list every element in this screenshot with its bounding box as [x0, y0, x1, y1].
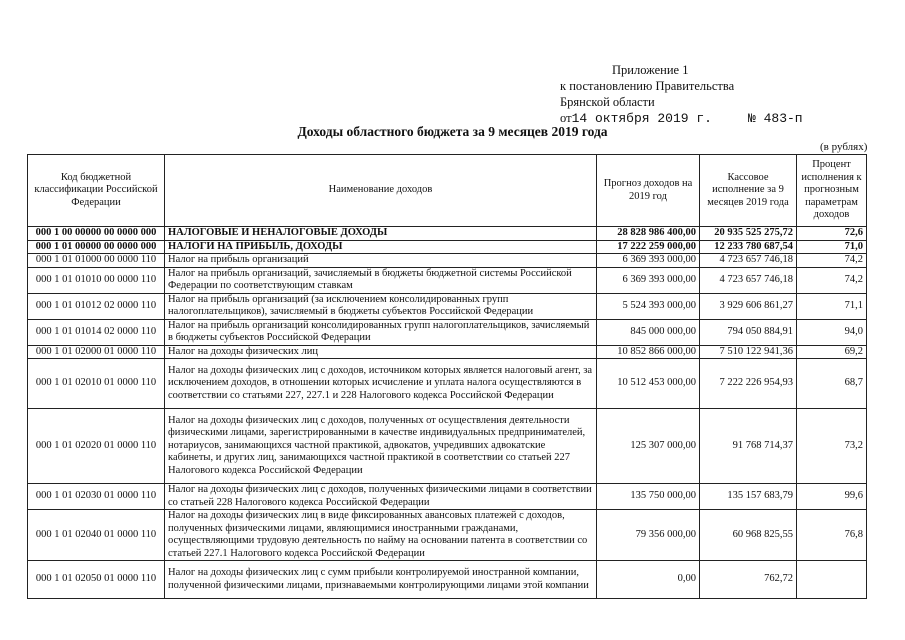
row-code: 000 1 01 02030 01 0000 110 [28, 484, 165, 510]
row-forecast: 125 307 000,00 [597, 409, 700, 484]
appendix-decree: к постановлению Правительства [560, 79, 735, 93]
row-actual: 4 723 657 746,18 [700, 254, 797, 268]
row-actual: 7 222 226 954,93 [700, 359, 797, 409]
row-percent: 94,0 [797, 319, 867, 345]
row-forecast: 10 852 866 000,00 [597, 345, 700, 359]
page-title: Доходы областного бюджета за 9 месяцев 2019 года [297, 124, 608, 139]
row-code: 000 1 01 00000 00 0000 000 [28, 240, 165, 254]
row-forecast: 17 222 259 000,00 [597, 240, 700, 254]
row-name: Налог на прибыль организаций (за исключением консолидированных групп налогоплательщиков), зачисляемый в бюджеты субъектов Российской Федерации [165, 293, 597, 319]
row-code: 000 1 01 01010 00 0000 110 [28, 267, 165, 293]
table-row [28, 484, 867, 510]
row-percent: 72,6 [797, 227, 867, 241]
unit-label: (в рублях) [820, 141, 868, 153]
row-actual: 7 510 122 941,36 [700, 345, 797, 359]
row-percent: 71,1 [797, 293, 867, 319]
row-name: Налог на доходы физических лиц с доходов, полученных от осуществления деятельности физическими лицами, зарегистрированными в качестве индивидуальных предпринимателей, нотариусов, занимающихся частной практикой, адвокатов, учредивших адвокатские кабинеты, и других лиц, занимающихся частной практикой в соответствии со статьей 227 Налогового кодекса Российской Федерации [165, 409, 597, 484]
row-actual: 4 723 657 746,18 [700, 267, 797, 293]
appendix-region: Брянской области [560, 95, 655, 109]
row-name: Налог на доходы физических лиц с сумм прибыли контролируемой иностранной компании, полученной физическими лицами, признаваемыми контролирующими лицами этой компании [165, 561, 597, 599]
decree-date: 14 октября 2019 г. [571, 111, 712, 126]
income-table [27, 154, 867, 599]
row-forecast: 79 356 000,00 [597, 510, 700, 561]
row-forecast: 6 369 393 000,00 [597, 254, 700, 268]
date-prefix: от [560, 111, 572, 125]
row-code: 000 1 01 01014 02 0000 110 [28, 319, 165, 345]
table-row [28, 254, 867, 268]
appendix-block [560, 62, 803, 127]
row-percent: 73,2 [797, 409, 867, 484]
row-percent: 69,2 [797, 345, 867, 359]
table-row [28, 359, 867, 409]
row-forecast: 5 524 393 000,00 [597, 293, 700, 319]
decree-number: № 483-п [748, 111, 803, 126]
row-actual: 762,72 [700, 561, 797, 599]
row-actual: 91 768 714,37 [700, 409, 797, 484]
row-code: 000 1 01 02000 01 0000 110 [28, 345, 165, 359]
row-forecast: 135 750 000,00 [597, 484, 700, 510]
appendix-label: Приложение 1 [612, 63, 689, 77]
row-code: 000 1 01 02020 01 0000 110 [28, 409, 165, 484]
row-name: Налог на прибыль организаций, зачисляемый в бюджеты бюджетной системы Российской Федерации по соответствующим ставкам [165, 267, 597, 293]
row-forecast: 0,00 [597, 561, 700, 599]
table-header-row [28, 155, 867, 227]
row-code: 000 1 01 02010 01 0000 110 [28, 359, 165, 409]
row-percent [797, 561, 867, 599]
table-row [28, 240, 867, 254]
table-row [28, 409, 867, 484]
header-percent: Процент исполнения к прогнозным параметрам доходов [797, 155, 867, 227]
row-actual: 794 050 884,91 [700, 319, 797, 345]
row-name: НАЛОГИ НА ПРИБЫЛЬ, ДОХОДЫ [165, 240, 597, 254]
table-row [28, 561, 867, 599]
row-forecast: 845 000 000,00 [597, 319, 700, 345]
header-name: Наименование доходов [165, 155, 597, 227]
header-code: Код бюджетной классификации Российской Федерации [28, 155, 165, 227]
row-percent: 74,2 [797, 254, 867, 268]
row-percent: 99,6 [797, 484, 867, 510]
row-percent: 68,7 [797, 359, 867, 409]
row-name: Налог на прибыль организаций консолидированных групп налогоплательщиков, зачисляемый в бюджеты субъектов Российской Федерации [165, 319, 597, 345]
row-forecast: 6 369 393 000,00 [597, 267, 700, 293]
row-forecast: 28 828 986 400,00 [597, 227, 700, 241]
row-percent: 76,8 [797, 510, 867, 561]
table-row [28, 267, 867, 293]
row-actual: 20 935 525 275,72 [700, 227, 797, 241]
row-name: Налог на доходы физических лиц [165, 345, 597, 359]
row-forecast: 10 512 453 000,00 [597, 359, 700, 409]
row-code: 000 1 01 01012 02 0000 110 [28, 293, 165, 319]
row-name: Налог на доходы физических лиц с доходов, источником которых является налоговый агент, за исключением доходов, в отношении которых исчисление и уплата налога осуществляются в соответствии со статьями 227, 227.1 и 228 Налогового кодекса Российской Федерации [165, 359, 597, 409]
row-name: Налог на доходы физических лиц в виде фиксированных авансовых платежей с доходов, полученных физическими лицами, являющимися иностранными гражданами, осуществляющими трудовую деятельность по найму на основании патента в соответствии со статьей 227.1 Налогового кодекса Российской Федерации [165, 510, 597, 561]
table-row [28, 319, 867, 345]
row-actual: 3 929 606 861,27 [700, 293, 797, 319]
row-actual: 12 233 780 687,54 [700, 240, 797, 254]
row-actual: 60 968 825,55 [700, 510, 797, 561]
row-name: Налог на доходы физических лиц с доходов, полученных физическими лицами в соответствии со статьей 228 Налогового кодекса Российской Федерации [165, 484, 597, 510]
row-percent: 74,2 [797, 267, 867, 293]
row-actual: 135 157 683,79 [700, 484, 797, 510]
table-row [28, 345, 867, 359]
table-row [28, 510, 867, 561]
row-code: 000 1 01 01000 00 0000 110 [28, 254, 165, 268]
row-code: 000 1 01 02050 01 0000 110 [28, 561, 165, 599]
row-code: 000 1 01 02040 01 0000 110 [28, 510, 165, 561]
row-name: НАЛОГОВЫЕ И НЕНАЛОГОВЫЕ ДОХОДЫ [165, 227, 597, 241]
table-row [28, 293, 867, 319]
header-forecast: Прогноз доходов на 2019 год [597, 155, 700, 227]
row-percent: 71,0 [797, 240, 867, 254]
row-name: Налог на прибыль организаций [165, 254, 597, 268]
table-row [28, 227, 867, 241]
header-actual: Кассовое исполнение за 9 месяцев 2019 года [700, 155, 797, 227]
row-code: 000 1 00 00000 00 0000 000 [28, 227, 165, 241]
